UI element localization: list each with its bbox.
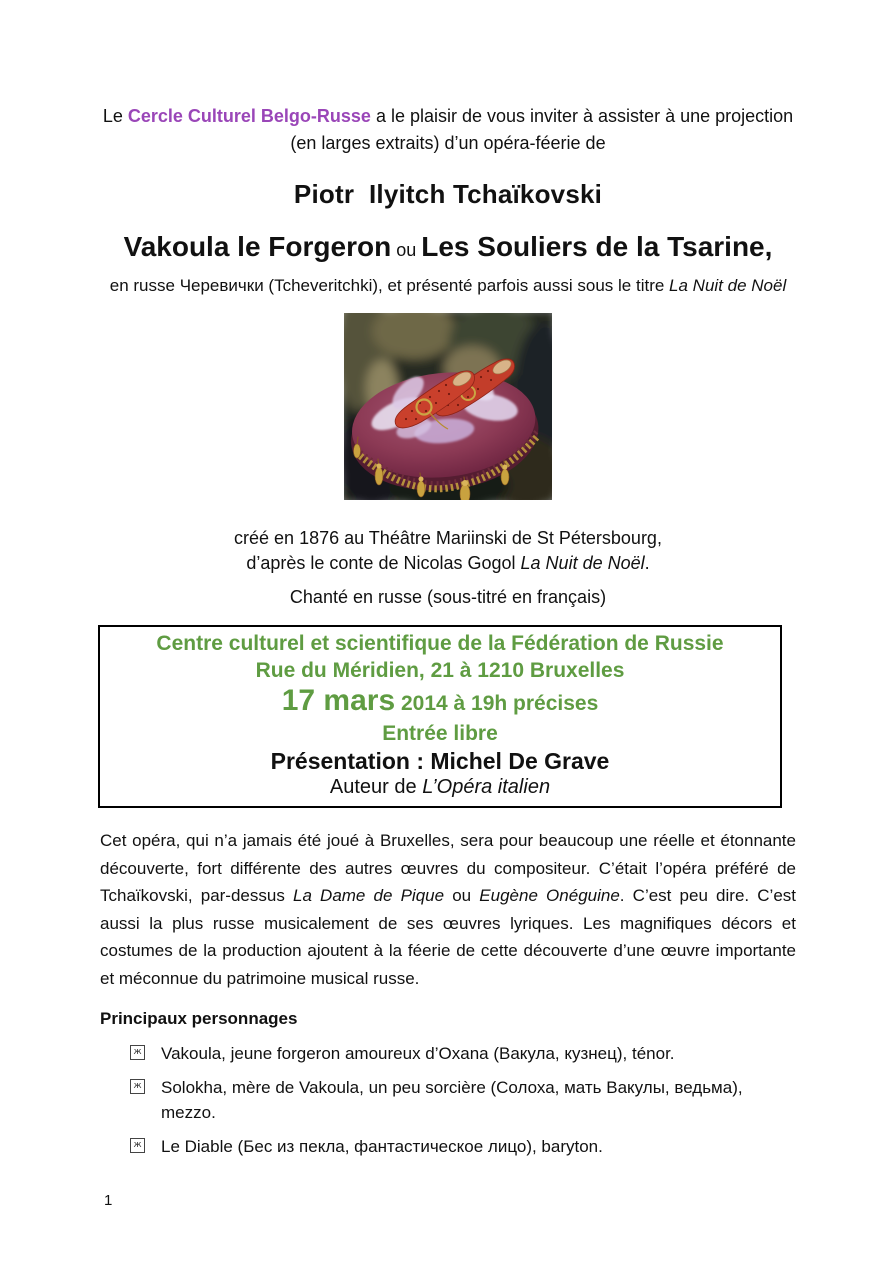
creation-note <box>100 526 796 576</box>
russian-title-pre: en russe Черевички (Tcheveritchki), et présenté parfois aussi sous le titre <box>109 276 670 295</box>
club-name: Cercle Culturel Belgo-Russe <box>127 106 371 126</box>
event-date-rest: 2014 à 19h précises <box>395 692 599 715</box>
list-item <box>100 1075 796 1125</box>
character-text: Vakoula, jeune forgeron amoureux d’Oxana (Вакула, кузнец), ténor. <box>161 1044 675 1063</box>
list-item <box>100 1134 796 1159</box>
composer-title: Piotr Ilyitch Tchaïkovski <box>293 179 603 209</box>
invitation-intro <box>100 103 796 157</box>
event-address: Rue du Méridien, 21 à 1210 Bruxelles <box>255 659 625 682</box>
list-item <box>100 1041 796 1066</box>
author-book-title: L’Opéra italien <box>422 776 551 798</box>
description-part2: ou <box>444 886 480 905</box>
event-details-box <box>98 625 782 808</box>
creation-line1: créé en 1876 au Théâtre Mariinski de St Pétersbourg, <box>234 528 662 548</box>
character-text: Le Diable (Бес из пекла, фантастическое лицо), baryton. <box>161 1137 603 1156</box>
characters-heading: Principaux personnages <box>100 1009 298 1028</box>
creation-line2-pre: d’après le conte de Nicolas Gogol <box>246 553 521 573</box>
opera-title <box>100 230 796 267</box>
event-presenter-credit <box>106 775 774 800</box>
opera-title-connector: ou <box>391 240 422 260</box>
creation-story-title: La Nuit de Noël <box>520 553 645 573</box>
author-pre: Auteur de <box>329 776 423 798</box>
character-text: Solokha, mère de Vakoula, un peu sorcière (Солоха, мать Вакулы, ведьма), mezzo. <box>161 1078 743 1122</box>
creation-line2-post: . <box>644 553 650 573</box>
description-part3: . C’est peu dire. C’est aussi la plus russe musicalement de ses œuvres lyriques. Les magnifiques décors et costumes de la production ajoutent à la féerie de cette découverte d’une œuvre importante et méconnue du patrimoine musical russe. <box>100 886 797 988</box>
bullet-box-icon: ж <box>130 1138 145 1153</box>
russian-title-note <box>100 274 796 298</box>
event-admission: Entrée libre <box>382 722 498 745</box>
description-opera2: Eugène Onéguine <box>479 886 620 905</box>
shoes-cushion-illustration <box>344 313 552 500</box>
alt-title-italic: La Nuit de Noël <box>669 276 787 295</box>
opera-description <box>100 827 796 992</box>
event-venue: Centre culturel et scientifique de la Fédération de Russie <box>156 632 724 655</box>
page-number: 1 <box>104 1192 113 1209</box>
opera-photo <box>344 313 552 500</box>
opera-title-main: Vakoula le Forgeron <box>123 231 392 262</box>
description-opera1: La Dame de Pique <box>292 886 445 905</box>
event-date <box>106 684 774 720</box>
bullet-box-icon: ж <box>130 1045 145 1060</box>
bullet-box-icon: ж <box>130 1079 145 1094</box>
character-list <box>100 1041 796 1159</box>
event-presenter: Présentation : Michel De Grave <box>270 748 610 774</box>
opera-title-alt: Les Souliers de la Tsarine, <box>421 231 773 262</box>
description-part1: Cet opéra, qui n’a jamais été joué à Bruxelles, sera pour beaucoup une réelle et étonnante découverte, fort différente des autres œuvres du compositeur. C’était l’opéra préféré de Tchaïkovski, par-dessus <box>100 831 796 905</box>
event-date-day: 17 mars <box>281 684 396 717</box>
intro-pre: Le <box>102 106 128 126</box>
intro-post: a le plaisir de vous inviter à assister à une projection (en larges extraits) d’un opéra-féerie de <box>290 106 794 153</box>
language-note: Chanté en russe (sous-titré en français) <box>289 587 607 607</box>
